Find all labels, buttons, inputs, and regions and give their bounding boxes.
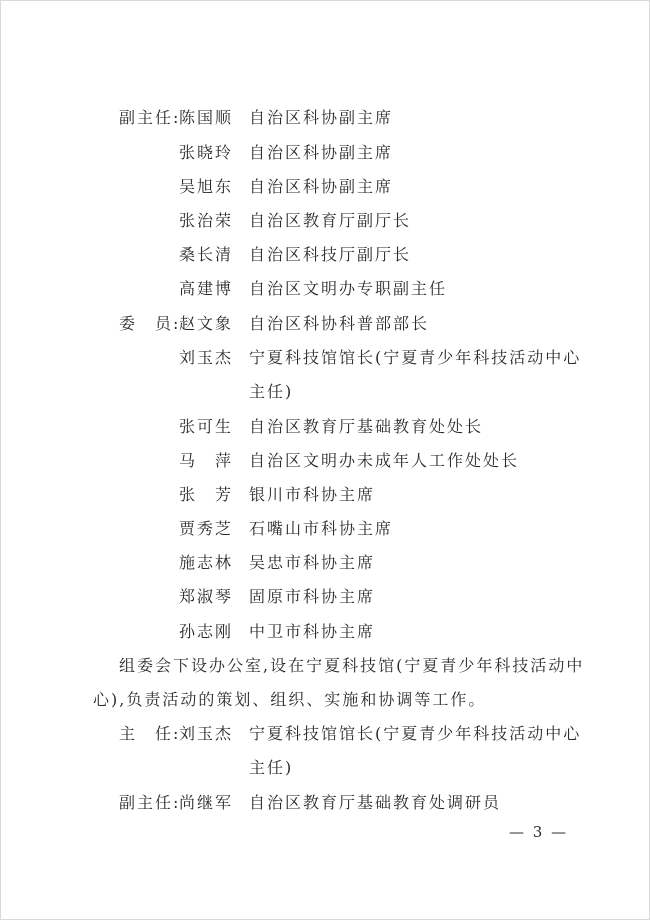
member-title: 吴忠市科协主席 [249,553,376,572]
member-title: 自治区教育厅基础教育处处长 [249,417,484,436]
role-label: 副主任: [119,793,181,812]
member-name: 高建博 [179,279,234,298]
member-name: 张可生 [179,417,234,436]
member-name: 张晓玲 [179,143,234,162]
member-title: 自治区文明办未成年人工作处处长 [249,451,520,470]
member-title: 石嘴山市科协主席 [249,519,394,538]
member-name: 施志林 [179,553,234,572]
member-name: 贾秀芝 [179,519,234,538]
member-name: 郑淑琴 [179,587,234,606]
member-title-continued: 主任) [249,758,294,777]
member-title: 银川市科协主席 [249,485,376,504]
member-name: 桑长清 [179,245,234,264]
role-label: 副主任: [119,108,181,127]
member-title: 自治区科协副主席 [249,177,394,196]
office-paragraph-line-1: 组委会下设办公室,设在宁夏科技馆(宁夏青少年科技活动中 [119,656,585,675]
member-title: 中卫市科协主席 [249,622,376,641]
member-name: 刘玉杰 [179,348,234,367]
member-title: 自治区教育厅副厅长 [249,211,412,230]
member-name: 吴旭东 [179,177,234,196]
role-label: 委 员: [119,314,181,333]
member-name: 张治荣 [179,211,234,230]
office-paragraph-line-2: 心),负责活动的策划、组织、实施和协调等工作。 [93,690,487,709]
member-name: 刘玉杰 [179,724,234,743]
member-title: 固原市科协主席 [249,587,376,606]
member-title: 宁夏科技馆馆长(宁夏青少年科技活动中心 [249,724,582,743]
member-title-continued: 主任) [249,382,294,401]
member-title: 宁夏科技馆馆长(宁夏青少年科技活动中心 [249,348,582,367]
member-name: 张 芳 [179,485,234,504]
role-label: 主 任: [119,724,181,743]
member-title: 自治区教育厅基础教育处调研员 [249,793,502,812]
member-title: 自治区科协副主席 [249,108,394,127]
member-title: 自治区科技厅副厅长 [249,245,412,264]
member-name: 孙志刚 [179,622,234,641]
member-name: 赵文象 [179,314,234,333]
member-name: 马 萍 [179,451,234,470]
member-name: 尚继军 [179,793,234,812]
member-title: 自治区科协副主席 [249,143,394,162]
member-name: 陈国顺 [179,108,234,127]
member-title: 自治区文明办专职副主任 [249,279,448,298]
page-number: — 3 — [509,823,569,841]
member-title: 自治区科协科普部部长 [249,314,430,333]
